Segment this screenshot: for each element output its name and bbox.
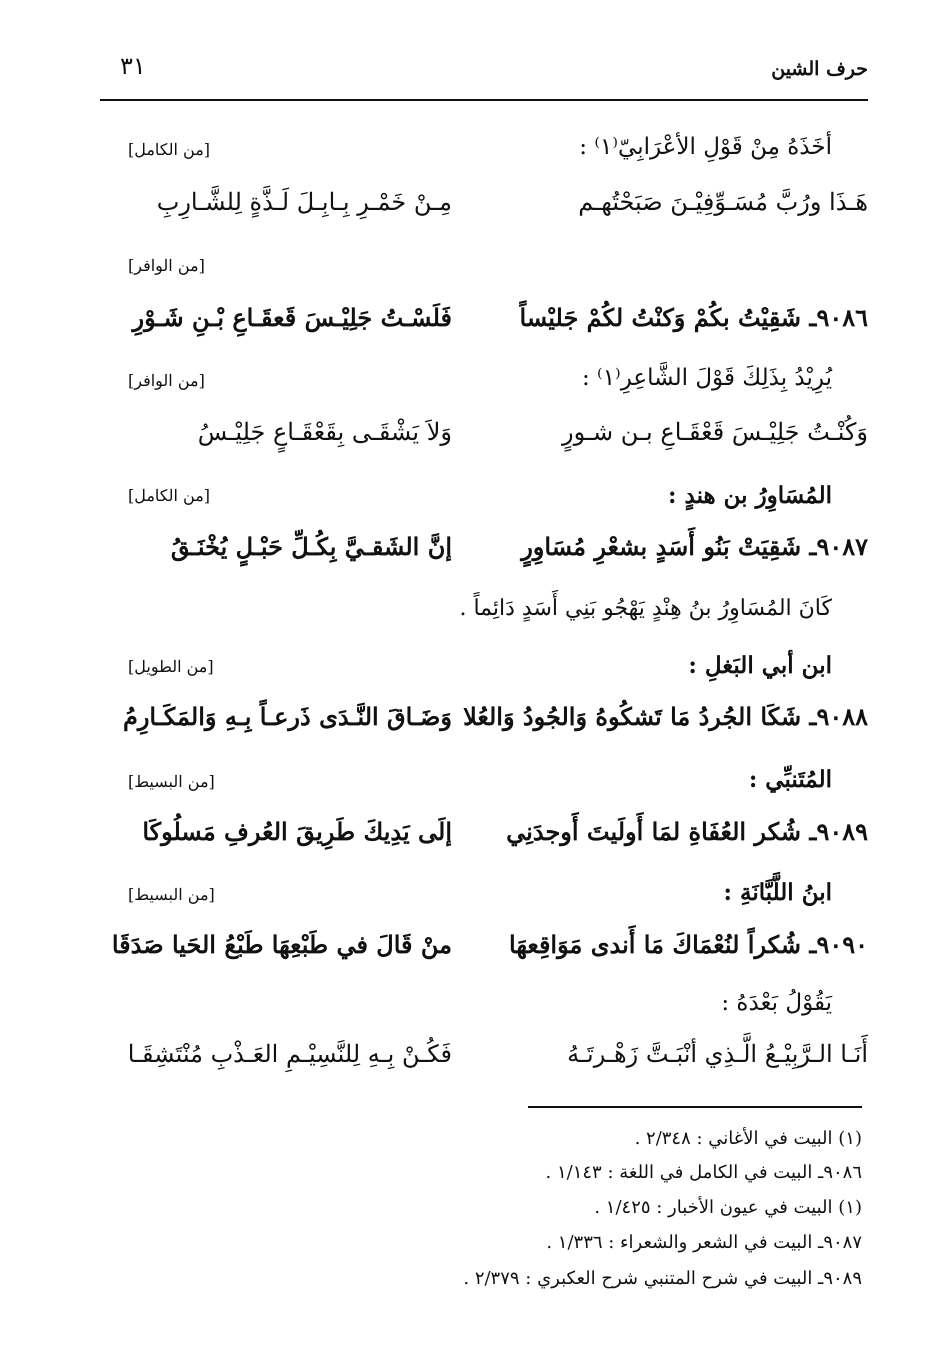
intro-line: أخَذَهُ مِنْ قَوْلِ الأعْرَابِيّ⁽١⁾ : bbox=[579, 134, 832, 160]
verse-9086 bbox=[0, 303, 940, 345]
verse-9087 bbox=[0, 532, 940, 574]
meter-label: [من الطويل] bbox=[128, 657, 214, 676]
meter-label: [من الوافر] bbox=[128, 256, 205, 275]
verse-second-hemistich: إلَى يَدِيكَ طَرِيقَ العُرفِ مَسلُوكَا bbox=[142, 817, 452, 846]
verse-first-hemistich: ٩٠٩٠ـ شُكراً لنُعْمَاكَ مَا أَندى مَوَاقِعهَا bbox=[509, 930, 868, 959]
verse-first-hemistich: هَـذَا ورُبَّ مُسَـوِّفِيْـنَ صَبَحْتُهـم bbox=[578, 188, 868, 216]
verse-second-hemistich: إنَّ الشَقـيَّ بِكُـلِّ حَبْـلٍ يُخْنَـقُ bbox=[170, 532, 452, 561]
intro-line: المُتَنبِّي : bbox=[748, 766, 832, 793]
intro-line: يَقُوْلُ بَعْدَهُ : bbox=[721, 990, 832, 1016]
header-rule bbox=[100, 99, 868, 101]
verse-first-hemistich: ٩٠٨٨ـ شَكَا الجُردُ مَا تَشكُوهُ وَالجُودُ وَالعُلا bbox=[463, 702, 868, 731]
verse-first-hemistich: ٩٠٨٩ـ شُكر العُفَاةِ لمَا أَولَيتَ أَوجدَنِي bbox=[506, 817, 868, 846]
verse-first-hemistich: وَكُنْـتُ جَلِيْـسَ قَعْقَـاعِ بـن شـورٍ bbox=[562, 418, 868, 446]
verse-second-hemistich: فَلَسْـتُ جَلِيْـسَ قَعقَـاعِ بْـنِ شَـوْرِ bbox=[132, 303, 452, 332]
verse-first-hemistich: ٩٠٨٧ـ شَقِيَتْ بَنُو أَسَدٍ بشعْرِ مُسَاوِرٍ bbox=[521, 532, 868, 561]
footnote-rule bbox=[528, 1106, 862, 1108]
meter-label: [من البسيط] bbox=[128, 885, 215, 904]
intro-line: يُرِيْدُ بِذَلِكَ قَوْلَ الشَّاعِرِ⁽١⁾ : bbox=[581, 365, 832, 391]
chapter-title: حرف الشين bbox=[771, 58, 868, 80]
verse-second-hemistich: مِـنْ خَمْـرِ بِـابِـلَ لَـذَّةٍ لِلشَّـارِبِ bbox=[156, 188, 452, 216]
prose-line: كَانَ المُسَاوِرُ بنُ هِنْدٍ يَهْجُو بَنِي أَسَدٍ دَائِماً . bbox=[459, 596, 832, 621]
intro-line: ابن أبي البَغلِ : bbox=[688, 652, 832, 679]
verse-second-hemistich: فَكُـنْ بِـهِ لِلنَّسِيْـمِ العَـذْبِ مُنْتَشِقَـا bbox=[127, 1040, 452, 1068]
verse-9088 bbox=[0, 702, 940, 744]
verse-second-hemistich: وَلاَ يَشْقَـى بِقَعْقَـاعٍ جَلِيْـسُ bbox=[197, 418, 452, 446]
verse-first-hemistich: أَنَـا الـرَّبِيْـعُ الَّـذِي أنْبَـتَّ زَهْـرتَـهُ bbox=[567, 1040, 868, 1068]
verse-9089 bbox=[0, 817, 940, 859]
intro-line: ابنُ اللَّبَّانَةِ : bbox=[723, 879, 832, 906]
footnote: ٩٠٨٧ـ البيت في الشعر والشعراء : ١/٣٣٦ . bbox=[546, 1232, 862, 1253]
meter-label: [من الكامل] bbox=[128, 140, 211, 159]
verse-second-hemistich: منْ قَالَ في طَبْعِهَا طَبْعُ الحَيا صَدَقَا bbox=[111, 930, 452, 959]
footnote: ٩٠٨٩ـ البيت في شرح المتنبي شرح العكبري : ٢/٣٧٩ . bbox=[463, 1268, 862, 1289]
footnote: (١) البيت في الأغاني : ٢/٣٤٨ . bbox=[634, 1128, 862, 1149]
verse bbox=[0, 1040, 940, 1082]
verse bbox=[0, 188, 940, 230]
verse-9090 bbox=[0, 930, 940, 972]
verse bbox=[0, 418, 940, 460]
verse-second-hemistich: وَضَـاقَ النَّـدَى ذَرعـاً بِـهِ وَالمَكَـارِمُ bbox=[122, 702, 452, 731]
verse-first-hemistich: ٩٠٨٦ـ شَقِيْتُ بكُمْ وَكنْتُ لكُمْ جَليْساً bbox=[519, 303, 868, 332]
footnote: (١) البيت في عيون الأخبار : ١/٤٢٥ . bbox=[594, 1197, 862, 1218]
meter-label: [من الكامل] bbox=[128, 486, 211, 505]
footnote: ٩٠٨٦ـ البيت في الكامل في اللغة : ١/١٤٣ . bbox=[545, 1162, 862, 1183]
page-number: ٣١ bbox=[120, 52, 146, 80]
meter-label: [من البسيط] bbox=[128, 772, 215, 791]
intro-line: المُسَاوِرُ بن هندٍ : bbox=[668, 482, 832, 509]
meter-label: [من الوافر] bbox=[128, 371, 205, 390]
